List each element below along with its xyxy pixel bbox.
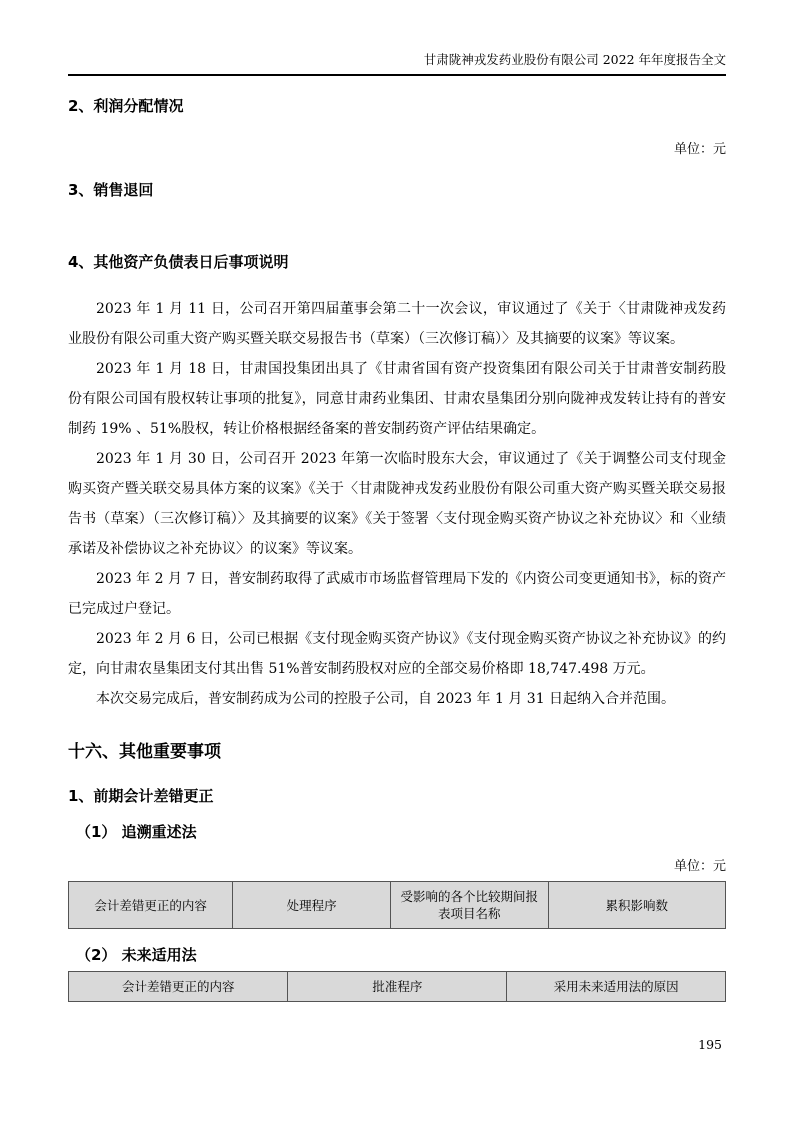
report-header-title: 甘肃陇神戎发药业股份有限公司 2022 年年度报告全文	[423, 52, 726, 67]
col-affected-report-items: 受影响的各个比较期间报表项目名称	[390, 882, 548, 929]
table-header-row	[69, 972, 726, 1002]
paragraph-shareholders-meeting: 2023 年 1 月 30 日，公司召开 2023 年第一次临时股东大会，审议通过了《关于调整公司支付现金购买资产暨关联交易具体方案的议案》《关于〈甘肃陇神戎发药业股份有限公司重大资产购买暨关联交易报告书（草案）（三次修订稿）〉及其摘要的议案》《关于签署〈支付现金购买资产协议之补充协议〉和〈业绩承诺及补偿协议之补充协议〉的议案》等议案。	[68, 451, 726, 557]
col-cumulative-impact: 累积影响数	[548, 882, 725, 929]
paragraph-approval-reply: 2023 年 1 月 18 日，甘肃国投集团出具了《甘肃省国有资产投资集团有限公司关于甘肃普安制药股份有限公司国有股权转让事项的批复》，同意甘肃药业集团、甘肃农垦集团分别向陇神戎发转让持有的普安制药 19% 、51%股权，转让价格根据经备案的普安制药资产评估结果确定。	[68, 361, 726, 437]
heading-prospective-application: （2） 未来适用法	[76, 946, 197, 964]
col-handling-procedure: 处理程序	[233, 882, 391, 929]
retrospective-restatement-table	[68, 881, 726, 929]
col-prospective-reason: 采用未来适用法的原因	[507, 972, 726, 1002]
col-correction-content: 会计差错更正的内容	[69, 882, 233, 929]
paragraph-consolidation: 本次交易完成后，普安制药成为公司的控股子公司，自 2023 年 1 月 31 日起纳入合并范围。	[96, 691, 676, 707]
table-header-row	[69, 882, 726, 929]
col-correction-content: 会计差错更正的内容	[69, 972, 288, 1002]
unit-label-1: 单位：元	[673, 142, 726, 157]
col-approval-procedure: 批准程序	[288, 972, 507, 1002]
paragraph-registration-change: 2023 年 2 月 7 日，普安制药取得了武威市市场监督管理局下发的《内资公司变更通知书》，标的资产已完成过户登记。	[68, 571, 726, 617]
page-header	[68, 52, 726, 76]
heading-prior-period-error-correction: 1、前期会计差错更正	[68, 787, 214, 805]
heading-retrospective-restatement: （1） 追溯重述法	[76, 823, 197, 841]
post-balance-sheet-paragraphs	[68, 294, 726, 714]
heading-chapter-16: 十六、其他重要事项	[68, 742, 221, 762]
paragraph-payment: 2023 年 2 月 6 日，公司已根据《支付现金购买资产协议》《支付现金购买资产协议之补充协议》的约定，向甘肃农垦集团支付其出售 51%普安制药股权对应的全部交易价格即 18,747.498 万元。	[68, 631, 726, 677]
heading-post-balance-sheet-events: 4、其他资产负债表日后事项说明	[68, 253, 289, 271]
paragraph-board-meeting: 2023 年 1 月 11 日，公司召开第四届董事会第二十一次会议，审议通过了《关于〈甘肃陇神戎发药业股份有限公司重大资产购买暨关联交易报告书（草案）（三次修订稿）〉及其摘要的议案》等议案。	[68, 301, 726, 347]
heading-sales-returns: 3、销售退回	[68, 181, 154, 199]
unit-label-2: 单位：元	[673, 859, 726, 874]
page-number: 195	[698, 1037, 722, 1052]
heading-profit-distribution: 2、利润分配情况	[68, 97, 184, 115]
prospective-application-table	[68, 971, 726, 1002]
